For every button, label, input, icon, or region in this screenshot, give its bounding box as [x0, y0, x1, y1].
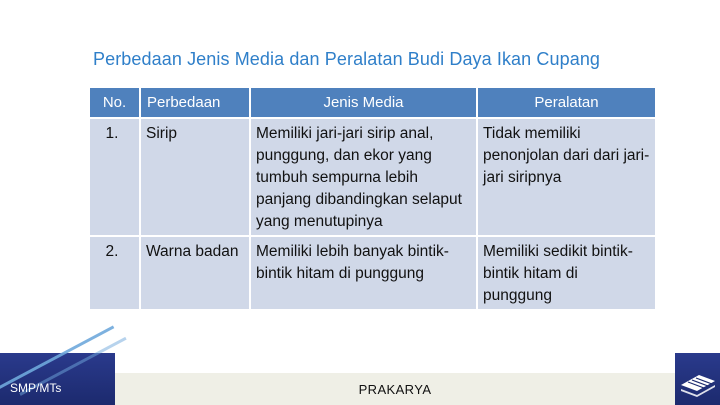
cell-perbedaan: Warna badan: [140, 236, 250, 310]
footer-bar: [0, 353, 720, 405]
header-no: No.: [89, 87, 140, 118]
header-peralatan: Peralatan: [477, 87, 656, 118]
table-row: [89, 236, 656, 310]
cell-jenis-media: Memiliki lebih banyak bintik-bintik hitam di punggung: [250, 236, 477, 310]
header-jenis-media: Jenis Media: [250, 87, 477, 118]
footer-right-panel: [675, 353, 720, 405]
footer-level-label: SMP/MTs: [10, 381, 62, 395]
cell-jenis-media: Memiliki jari-jari sirip anal, punggung, dan ekor yang tumbuh sempurna lebih panjang dibandingkan selaput yang menutupinya: [250, 118, 477, 236]
cell-perbedaan: Sirip: [140, 118, 250, 236]
footer-center-panel: [115, 373, 675, 405]
slide-title: Perbedaan Jenis Media dan Peralatan Budi Daya Ikan Cupang: [93, 49, 601, 69]
cell-no: 1.: [89, 118, 140, 236]
footer-subject-label: PRAKARYA: [358, 382, 432, 397]
table-header-row: [89, 87, 656, 118]
header-perbedaan: Perbedaan: [140, 87, 250, 118]
cell-no: 2.: [89, 236, 140, 310]
cell-peralatan: Memiliki sedikit bintik-bintik hitam di punggung: [477, 236, 656, 310]
footer-left-panel: [0, 353, 115, 405]
comparison-table: [88, 86, 657, 311]
cell-peralatan: Tidak memiliki penonjolan dari dari jari-jari siripnya: [477, 118, 656, 236]
table-row: [89, 118, 656, 236]
